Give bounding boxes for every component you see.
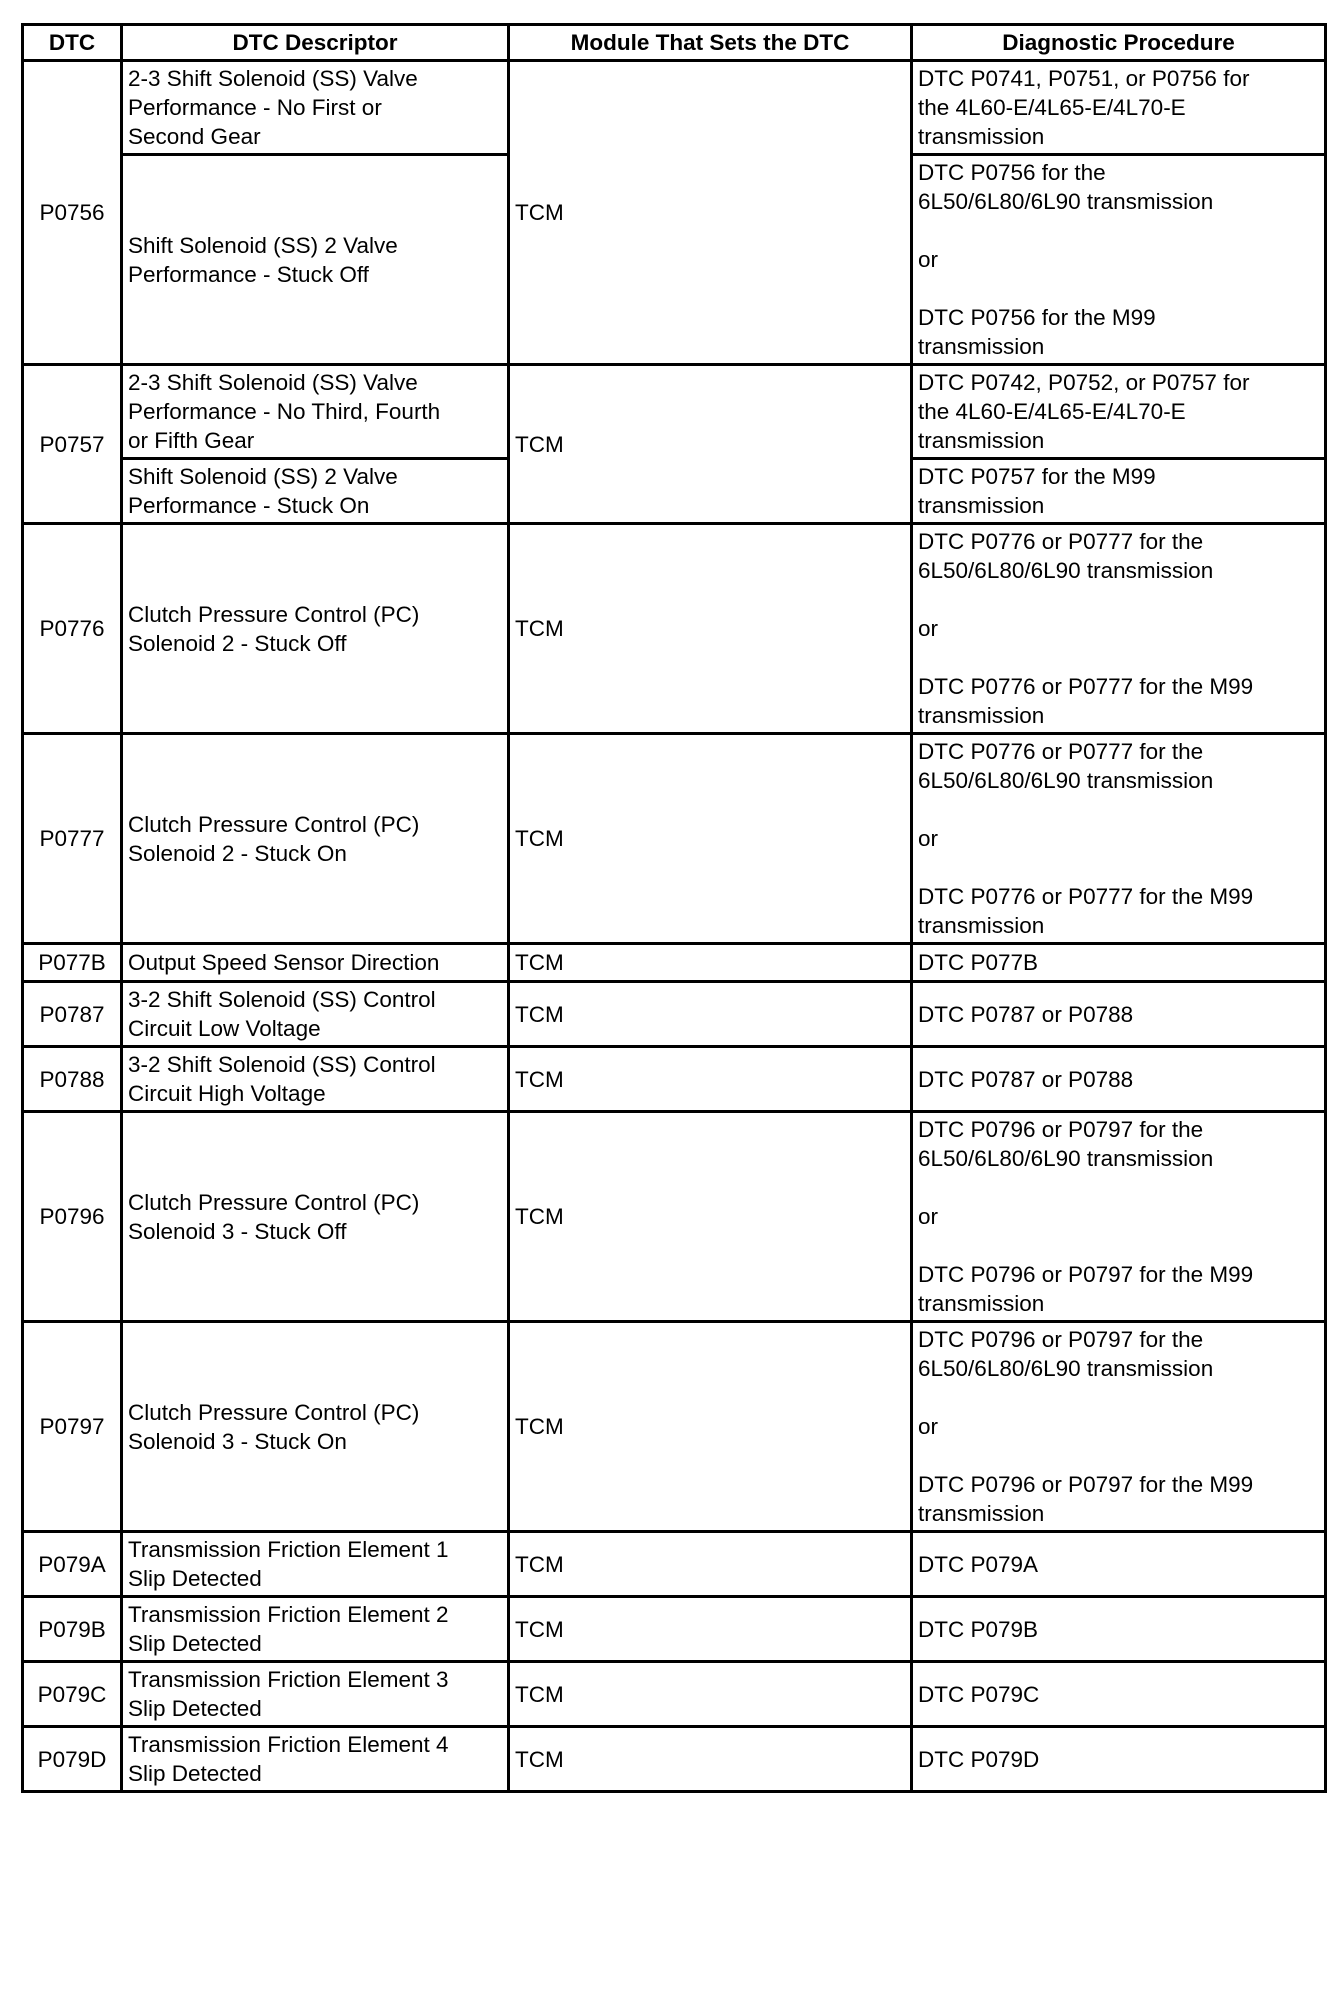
dtc-descriptor xyxy=(122,1047,509,1112)
dtc-descriptor-line: Transmission Friction Element 3 xyxy=(128,1667,449,1692)
diagnostic-procedure-line: transmission xyxy=(918,1501,1045,1526)
diagnostic-procedure-line: DTC P0756 for the M99 xyxy=(918,305,1156,330)
table-row xyxy=(23,61,1326,155)
diagnostic-procedure xyxy=(912,982,1326,1047)
dtc-code: P0757 xyxy=(23,365,122,524)
diagnostic-procedure-line: DTC P0776 or P0777 for the xyxy=(918,739,1204,764)
diagnostic-procedure-line: DTC P0787 or P0788 xyxy=(918,1066,1134,1092)
dtc-code: P0787 xyxy=(23,982,122,1047)
diagnostic-procedure-line: 6L50/6L80/6L90 transmission xyxy=(918,768,1214,793)
diagnostic-procedure-line: 6L50/6L80/6L90 transmission xyxy=(918,189,1214,214)
table-row xyxy=(23,1047,1326,1112)
dtc-descriptor xyxy=(122,982,509,1047)
dtc-descriptor-line: Clutch Pressure Control (PC) xyxy=(128,1399,420,1425)
dtc-descriptor-line: Transmission Friction Element 1 xyxy=(128,1537,449,1562)
diagnostic-procedure-line: DTC P0756 for the xyxy=(918,160,1106,185)
module-name: TCM xyxy=(509,982,912,1047)
dtc-descriptor-line: Shift Solenoid (SS) 2 Valve xyxy=(128,232,398,258)
table-row xyxy=(23,1322,1326,1532)
header-module: Module That Sets the DTC xyxy=(509,25,912,61)
dtc-descriptor-line: Solenoid 2 - Stuck On xyxy=(128,840,347,866)
dtc-descriptor xyxy=(122,1597,509,1662)
diagnostic-procedure xyxy=(912,1047,1326,1112)
dtc-descriptor xyxy=(122,155,509,365)
diagnostic-procedure-line: DTC P079B xyxy=(918,1616,1039,1642)
diagnostic-procedure-line: transmission xyxy=(918,124,1045,149)
table-row xyxy=(23,1727,1326,1792)
module-name: TCM xyxy=(509,944,912,982)
dtc-descriptor-line: 2-3 Shift Solenoid (SS) Valve xyxy=(128,66,418,91)
dtc-descriptor-line: Slip Detected xyxy=(128,1566,262,1591)
diagnostic-procedure-line: DTC P0787 or P0788 xyxy=(918,1001,1134,1027)
dtc-descriptor-line: Slip Detected xyxy=(128,1631,262,1656)
diagnostic-procedure xyxy=(912,944,1326,982)
diagnostic-procedure-line: DTC P0796 or P0797 for the xyxy=(918,1327,1204,1352)
dtc-descriptor xyxy=(122,944,509,982)
dtc-descriptor-line: Slip Detected xyxy=(128,1696,262,1721)
dtc-code: P0796 xyxy=(23,1112,122,1322)
table-row xyxy=(23,1662,1326,1727)
module-name: TCM xyxy=(509,1047,912,1112)
dtc-descriptor-line: Performance - Stuck On xyxy=(128,493,370,518)
dtc-descriptor-line: Clutch Pressure Control (PC) xyxy=(128,601,420,627)
diagnostic-procedure-line: DTC P0796 or P0797 for the xyxy=(918,1117,1204,1142)
diagnostic-procedure-line: DTC P0776 or P0777 for the M99 xyxy=(918,674,1254,699)
diagnostic-procedure xyxy=(912,365,1326,459)
table-row xyxy=(23,365,1326,459)
diagnostic-procedure-line: 6L50/6L80/6L90 transmission xyxy=(918,1146,1214,1171)
diagnostic-procedure-line: the 4L60-E/4L65-E/4L70-E xyxy=(918,95,1186,120)
dtc-descriptor-line: Solenoid 2 - Stuck Off xyxy=(128,630,347,656)
diagnostic-procedure xyxy=(912,1597,1326,1662)
diagnostic-procedure-line: transmission xyxy=(918,334,1045,359)
dtc-descriptor-line: 2-3 Shift Solenoid (SS) Valve xyxy=(128,370,418,395)
dtc-descriptor-line: Second Gear xyxy=(128,124,261,149)
dtc-descriptor xyxy=(122,459,509,524)
dtc-descriptor-line: Clutch Pressure Control (PC) xyxy=(128,1189,420,1215)
dtc-code: P0797 xyxy=(23,1322,122,1532)
dtc-code: P0777 xyxy=(23,734,122,944)
diagnostic-procedure-line: DTC P0757 for the M99 xyxy=(918,464,1156,489)
diagnostic-procedure-line: DTC P079C xyxy=(918,1681,1040,1707)
diagnostic-procedure-line: the 4L60-E/4L65-E/4L70-E xyxy=(918,399,1186,424)
table-row xyxy=(23,524,1326,734)
dtc-code: P079D xyxy=(23,1727,122,1792)
dtc-code: P077B xyxy=(23,944,122,982)
dtc-descriptor-line: Solenoid 3 - Stuck On xyxy=(128,1428,347,1454)
dtc-descriptor-line: Slip Detected xyxy=(128,1761,262,1786)
diagnostic-procedure-line: 6L50/6L80/6L90 transmission xyxy=(918,558,1214,583)
module-name: TCM xyxy=(509,524,912,734)
diagnostic-procedure-line: transmission xyxy=(918,428,1045,453)
dtc-code: P0788 xyxy=(23,1047,122,1112)
header-dtc: DTC xyxy=(23,25,122,61)
table-row xyxy=(23,1112,1326,1322)
diagnostic-procedure-line: DTC P0796 or P0797 for the M99 xyxy=(918,1262,1254,1287)
module-name: TCM xyxy=(509,1662,912,1727)
dtc-descriptor xyxy=(122,524,509,734)
table-row xyxy=(23,944,1326,982)
diagnostic-procedure xyxy=(912,1112,1326,1322)
dtc-descriptor xyxy=(122,1112,509,1322)
module-name: TCM xyxy=(509,1112,912,1322)
module-name: TCM xyxy=(509,1597,912,1662)
table-row xyxy=(23,1532,1326,1597)
diagnostic-procedure xyxy=(912,1727,1326,1792)
dtc-descriptor xyxy=(122,1662,509,1727)
diagnostic-procedure-line: DTC P077B xyxy=(918,950,1039,975)
dtc-descriptor-line: Performance - No Third, Fourth xyxy=(128,399,441,424)
dtc-descriptor-line: 3-2 Shift Solenoid (SS) Control xyxy=(128,987,436,1012)
dtc-code: P079A xyxy=(23,1532,122,1597)
diagnostic-procedure-line: or xyxy=(918,616,939,641)
diagnostic-procedure xyxy=(912,1322,1326,1532)
diagnostic-procedure-line: transmission xyxy=(918,913,1045,938)
dtc-code: P079B xyxy=(23,1597,122,1662)
module-name: TCM xyxy=(509,734,912,944)
dtc-descriptor xyxy=(122,1322,509,1532)
diagnostic-procedure-line: DTC P0776 or P0777 for the M99 xyxy=(918,884,1254,909)
dtc-code: P0776 xyxy=(23,524,122,734)
table-row xyxy=(23,1597,1326,1662)
dtc-descriptor-line: Performance - Stuck Off xyxy=(128,261,369,287)
dtc-descriptor-line: Output Speed Sensor Direction xyxy=(128,950,440,975)
diagnostic-procedure-line: DTC P079D xyxy=(918,1746,1040,1772)
dtc-descriptor-line: Circuit High Voltage xyxy=(128,1081,326,1106)
diagnostic-procedure-line: 6L50/6L80/6L90 transmission xyxy=(918,1356,1214,1381)
diagnostic-procedure-line: or xyxy=(918,247,939,272)
header-descriptor: DTC Descriptor xyxy=(122,25,509,61)
header-row xyxy=(23,25,1326,61)
dtc-code: P079C xyxy=(23,1662,122,1727)
module-name: TCM xyxy=(509,61,912,365)
diagnostic-procedure xyxy=(912,155,1326,365)
dtc-descriptor-line: Transmission Friction Element 2 xyxy=(128,1602,449,1627)
dtc-descriptor-line: Circuit Low Voltage xyxy=(128,1016,321,1041)
dtc-descriptor xyxy=(122,1727,509,1792)
diagnostic-procedure-line: DTC P0742, P0752, or P0757 for xyxy=(918,370,1250,395)
dtc-descriptor-line: Transmission Friction Element 4 xyxy=(128,1732,449,1757)
diagnostic-procedure-line: transmission xyxy=(918,703,1045,728)
dtc-descriptor-line: 3-2 Shift Solenoid (SS) Control xyxy=(128,1052,436,1077)
diagnostic-procedure xyxy=(912,524,1326,734)
dtc-descriptor-line: or Fifth Gear xyxy=(128,428,255,453)
dtc-descriptor xyxy=(122,734,509,944)
table-row xyxy=(23,982,1326,1047)
diagnostic-procedure xyxy=(912,1662,1326,1727)
dtc-descriptor xyxy=(122,1532,509,1597)
diagnostic-procedure-line: DTC P079A xyxy=(918,1551,1039,1577)
diagnostic-procedure xyxy=(912,61,1326,155)
dtc-descriptor-line: Clutch Pressure Control (PC) xyxy=(128,811,420,837)
diagnostic-procedure xyxy=(912,1532,1326,1597)
diagnostic-procedure-line: DTC P0741, P0751, or P0756 for xyxy=(918,66,1250,91)
dtc-table xyxy=(21,23,1327,1793)
diagnostic-procedure xyxy=(912,459,1326,524)
dtc-descriptor xyxy=(122,61,509,155)
diagnostic-procedure-line: or xyxy=(918,1204,939,1229)
header-procedure: Diagnostic Procedure xyxy=(912,25,1326,61)
diagnostic-procedure-line: DTC P0776 or P0777 for the xyxy=(918,529,1204,554)
diagnostic-procedure-line: or xyxy=(918,1414,939,1439)
diagnostic-procedure-line: or xyxy=(918,826,939,851)
dtc-descriptor-line: Shift Solenoid (SS) 2 Valve xyxy=(128,464,398,489)
module-name: TCM xyxy=(509,1322,912,1532)
module-name: TCM xyxy=(509,1532,912,1597)
dtc-descriptor xyxy=(122,365,509,459)
diagnostic-procedure-line: transmission xyxy=(918,493,1045,518)
table-row xyxy=(23,734,1326,944)
dtc-code: P0756 xyxy=(23,61,122,365)
dtc-descriptor-line: Solenoid 3 - Stuck Off xyxy=(128,1218,347,1244)
module-name: TCM xyxy=(509,365,912,524)
diagnostic-procedure xyxy=(912,734,1326,944)
module-name: TCM xyxy=(509,1727,912,1792)
diagnostic-procedure-line: DTC P0796 or P0797 for the M99 xyxy=(918,1472,1254,1497)
diagnostic-procedure-line: transmission xyxy=(918,1291,1045,1316)
dtc-table-body xyxy=(23,61,1326,1792)
dtc-descriptor-line: Performance - No First or xyxy=(128,95,382,120)
